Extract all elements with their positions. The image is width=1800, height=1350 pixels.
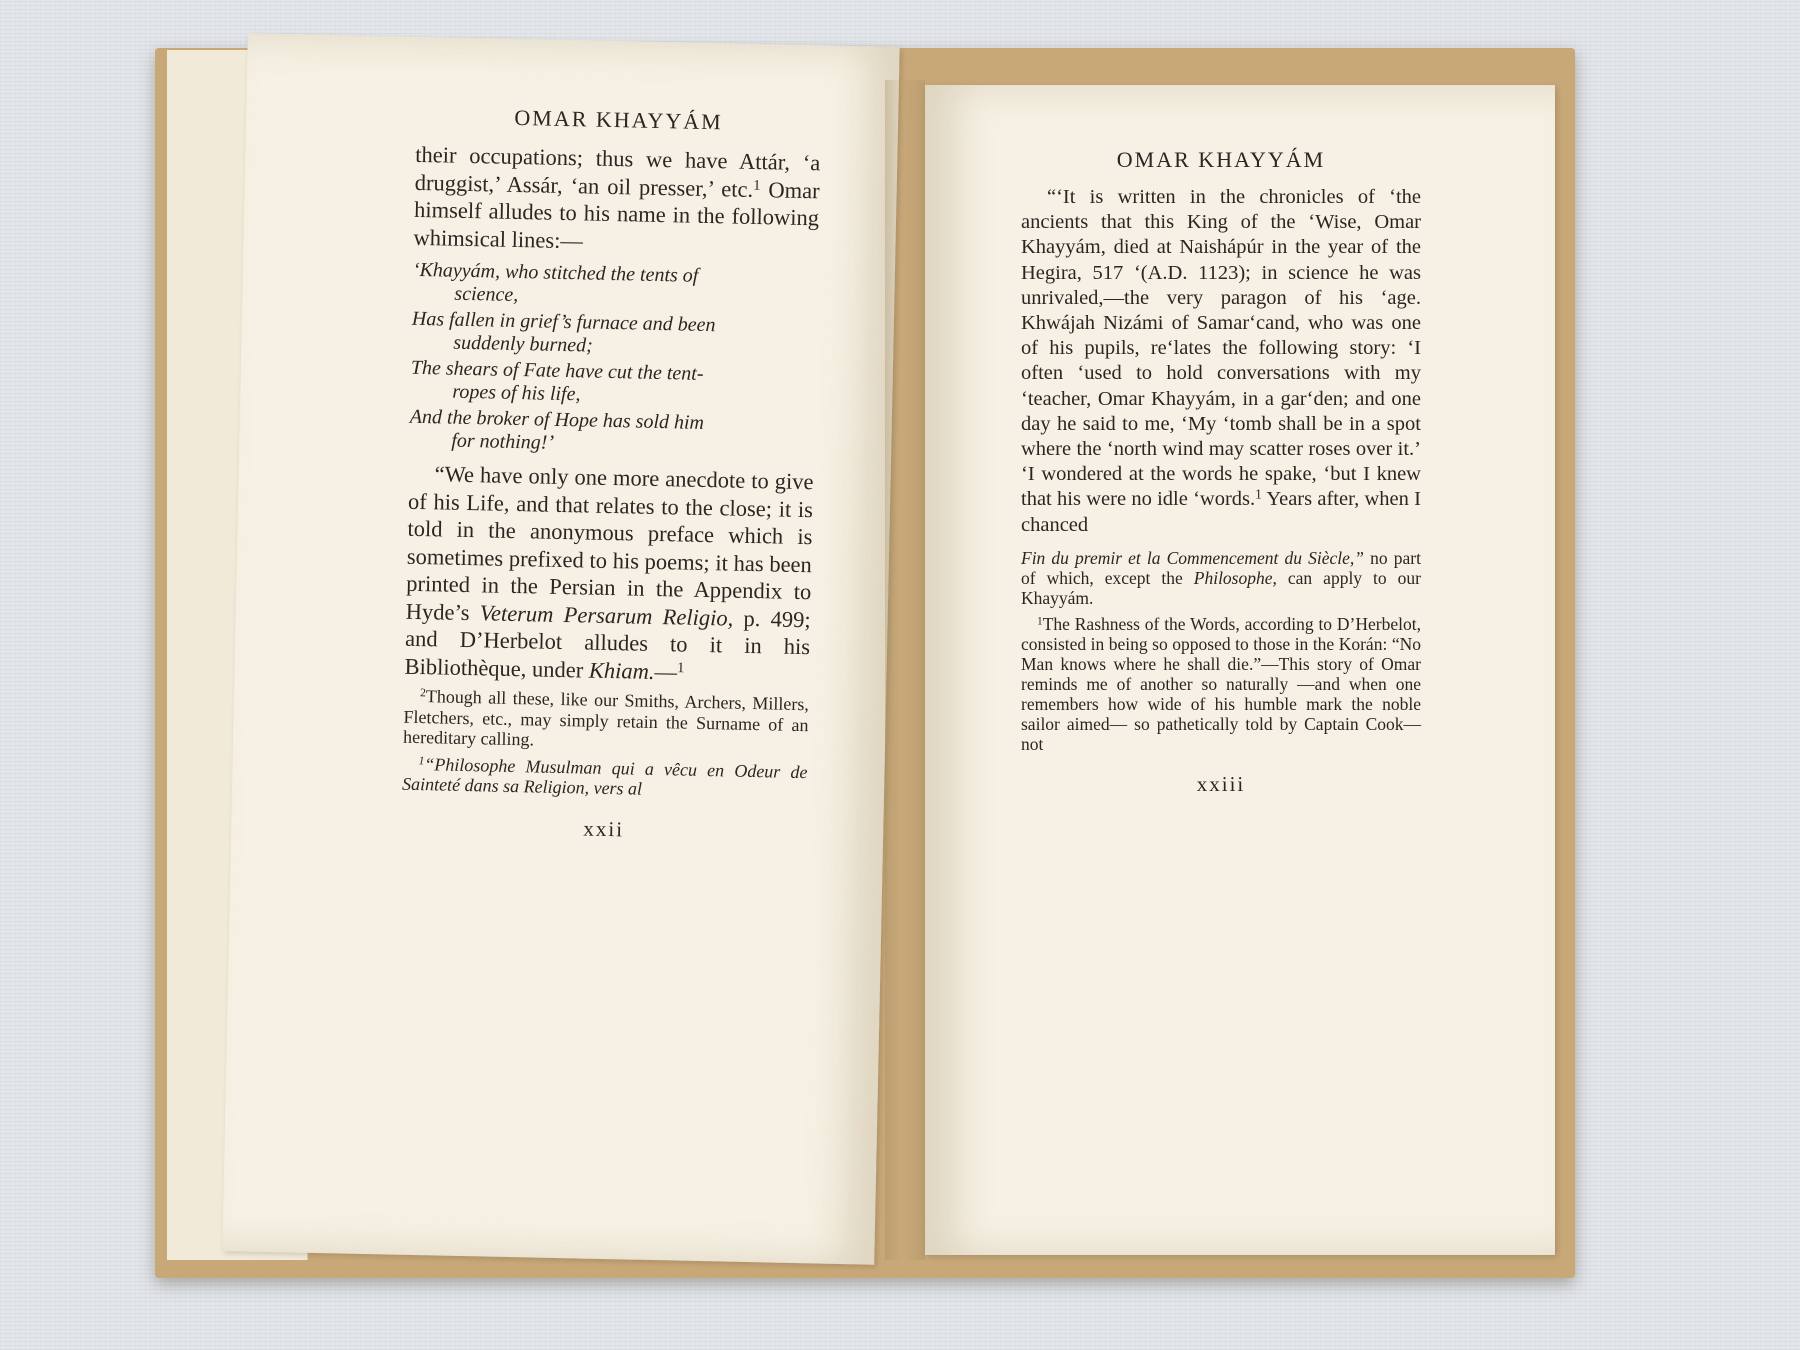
footnote: $^2$Though all these, like our Smiths, Archers, Millers, Fletchers, etc., may simply retain the Surname of an hereditary calling. xyxy=(402,686,810,750)
left-page xyxy=(222,33,899,1264)
right-page-content xyxy=(1021,147,1421,797)
poem xyxy=(409,259,818,460)
running-head: OMAR KHAYYÁM xyxy=(1116,147,1326,172)
footnote: $^1$“Philosophe Musulman qui a vêcu en Odeur de Sainteté dans sa Religion, vers al xyxy=(401,753,808,799)
paragraph: their occupations; thus we have Attár, ‘a druggist,’ Assár, ‘an oil presser,’ etc.$^1$ Omar himself alludes to his name in the following whimsical lines:— xyxy=(413,141,821,253)
paragraph: “‘It is written in the chronicles of ‘the ancients that this King of the ‘Wise, Omar Khayyám, died at Naishápúr in the year of the Hegira, 517 ‘(A.D. 1123); in science he was unrivaled,—the very paragon of his ‘age. Khwájah Nizámi of Samar‘cand, who was one of his pupils, re‘lates the following story: ‘I often ‘used to hold conversations with my ‘teacher, Omar Khayyám, in a gar‘den; and one day he said to me, ‘My ‘tomb shall be in a spot where the ‘north wind may scatter roses over it.’ ‘I wondered at the words he spake, ‘but I knew that his were no idle ‘words.$^1$ Years after, when I chanced xyxy=(1021,186,1422,536)
book-gutter xyxy=(885,80,925,1260)
footnote-continuation: Fin du premir et la Commencement du Siècle,” no part of which, except the Philosophe, can apply to our Khayyám. xyxy=(1021,547,1421,608)
page-number: xxiii xyxy=(1196,771,1246,796)
poem-line: ‘Khayyám, who stitched the tents of science, xyxy=(412,258,699,307)
open-book xyxy=(155,40,1575,1280)
right-page xyxy=(925,85,1555,1255)
paragraph: “We have only one more anecdote to give of his Life, and that relates to the close; it is told in the anonymous preface which is sometimes prefixed to his poems; it has been printed in the Persian in the Appendix to Hyde’s Veterum Persarum Religio, p. 499; and D’Herbelot alludes to it in his Bibliothèque, under Khiam.—$^1$ xyxy=(404,461,814,684)
left-page-content xyxy=(401,103,821,846)
page-number: xxii xyxy=(583,816,625,841)
footnote: $^1$The Rashness of the Words, according to D’Herbelot, consisted in being so opposed to those in the Korán: “No Man knows where he shall die.”—This story of Omar reminds me of another so naturally —and when one remembers how wide of his humble mark the noble sailor aimed— so pathetically told by Captain Cook—not xyxy=(1021,613,1421,754)
poem-line: And the broker of Hope has sold him for nothing!’ xyxy=(409,405,705,454)
poem-line: Has fallen in grief’s furnace and been suddenly burned; xyxy=(411,307,716,357)
running-head: OMAR KHAYYÁM xyxy=(514,104,724,135)
poem-line: The shears of Fate have cut the tent- ropes of his life, xyxy=(410,356,704,406)
